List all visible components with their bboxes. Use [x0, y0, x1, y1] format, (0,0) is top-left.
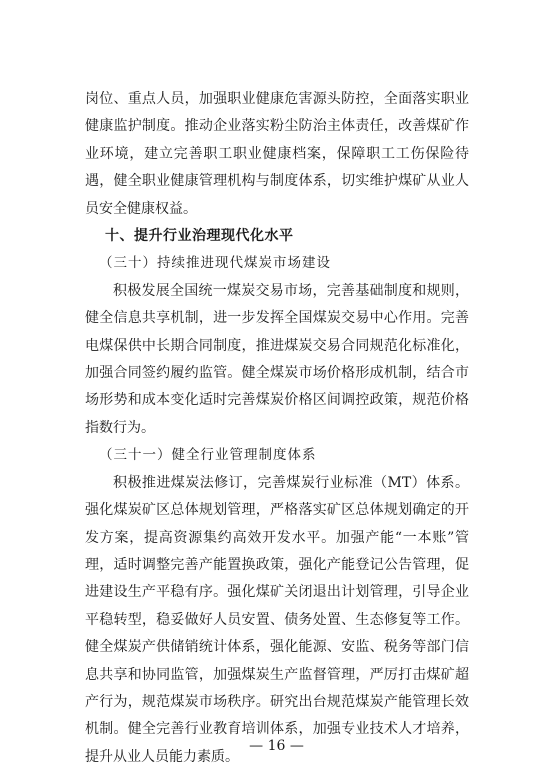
paragraph-30: 积极发展全国统一煤炭交易市场，完善基础制度和规则，健全信息共享机制，进一步发挥全国煤炭交易中心作用。完善电煤保供中长期合同制度，推进煤炭交易合同规范化标准化，加强合同签约履约监管。健全煤炭市场价格形成机制，结合市场形势和成本变化适时完善煤炭价格区间调控政策，规范价格指数行为。 [85, 282, 469, 436]
paragraph-continued: 岗位、重点人员，加强职业健康危害源头防控，全面落实职业健康监护制度。推动企业落实粉尘防治主体责任，改善煤矿作业环境，建立完善职工职业健康档案，保障职工工伤保险待遇，健全职业健康管理机构与制度体系，切实维护煤矿从业人员安全健康权益。 [85, 91, 469, 217]
paragraph-31: 积极推进煤炭法修订，完善煤炭行业标准（MT）体系。强化煤炭矿区总体规划管理，严格落实矿区总体规划确定的开发方案，提高资源集约高效开发水平。加强产能“一本账”管理，适时调整完善产能置换政策，强化产能登记公告管理，促进建设生产平稳有序。强化煤矿关闭退出计划管理，引导企业平稳转型，稳妥做好人员安置、债务处置、生态修复等工作。健全煤炭产供储销统计体系，强化能源、安监、税务等部门信息共享和协同监管，加强煤炭生产监督管理，严厉打击煤矿超产行为，规范煤炭市场秩序。研究出台规范煤炭产能管理长效机制。健全完善行业教育培训体系，加强专业技术人才培养，提升从业人员能力素质。 [85, 474, 469, 765]
document-body [85, 86, 469, 771]
subsection-heading-31: （三十一）健全行业管理制度体系 [99, 447, 317, 464]
page-number: — 16 — [249, 738, 304, 754]
subsection-heading-30: （三十）持续推进现代煤炭市场建设 [99, 255, 331, 272]
section-heading-10: 十、提升行业治理现代化水平 [105, 228, 294, 245]
